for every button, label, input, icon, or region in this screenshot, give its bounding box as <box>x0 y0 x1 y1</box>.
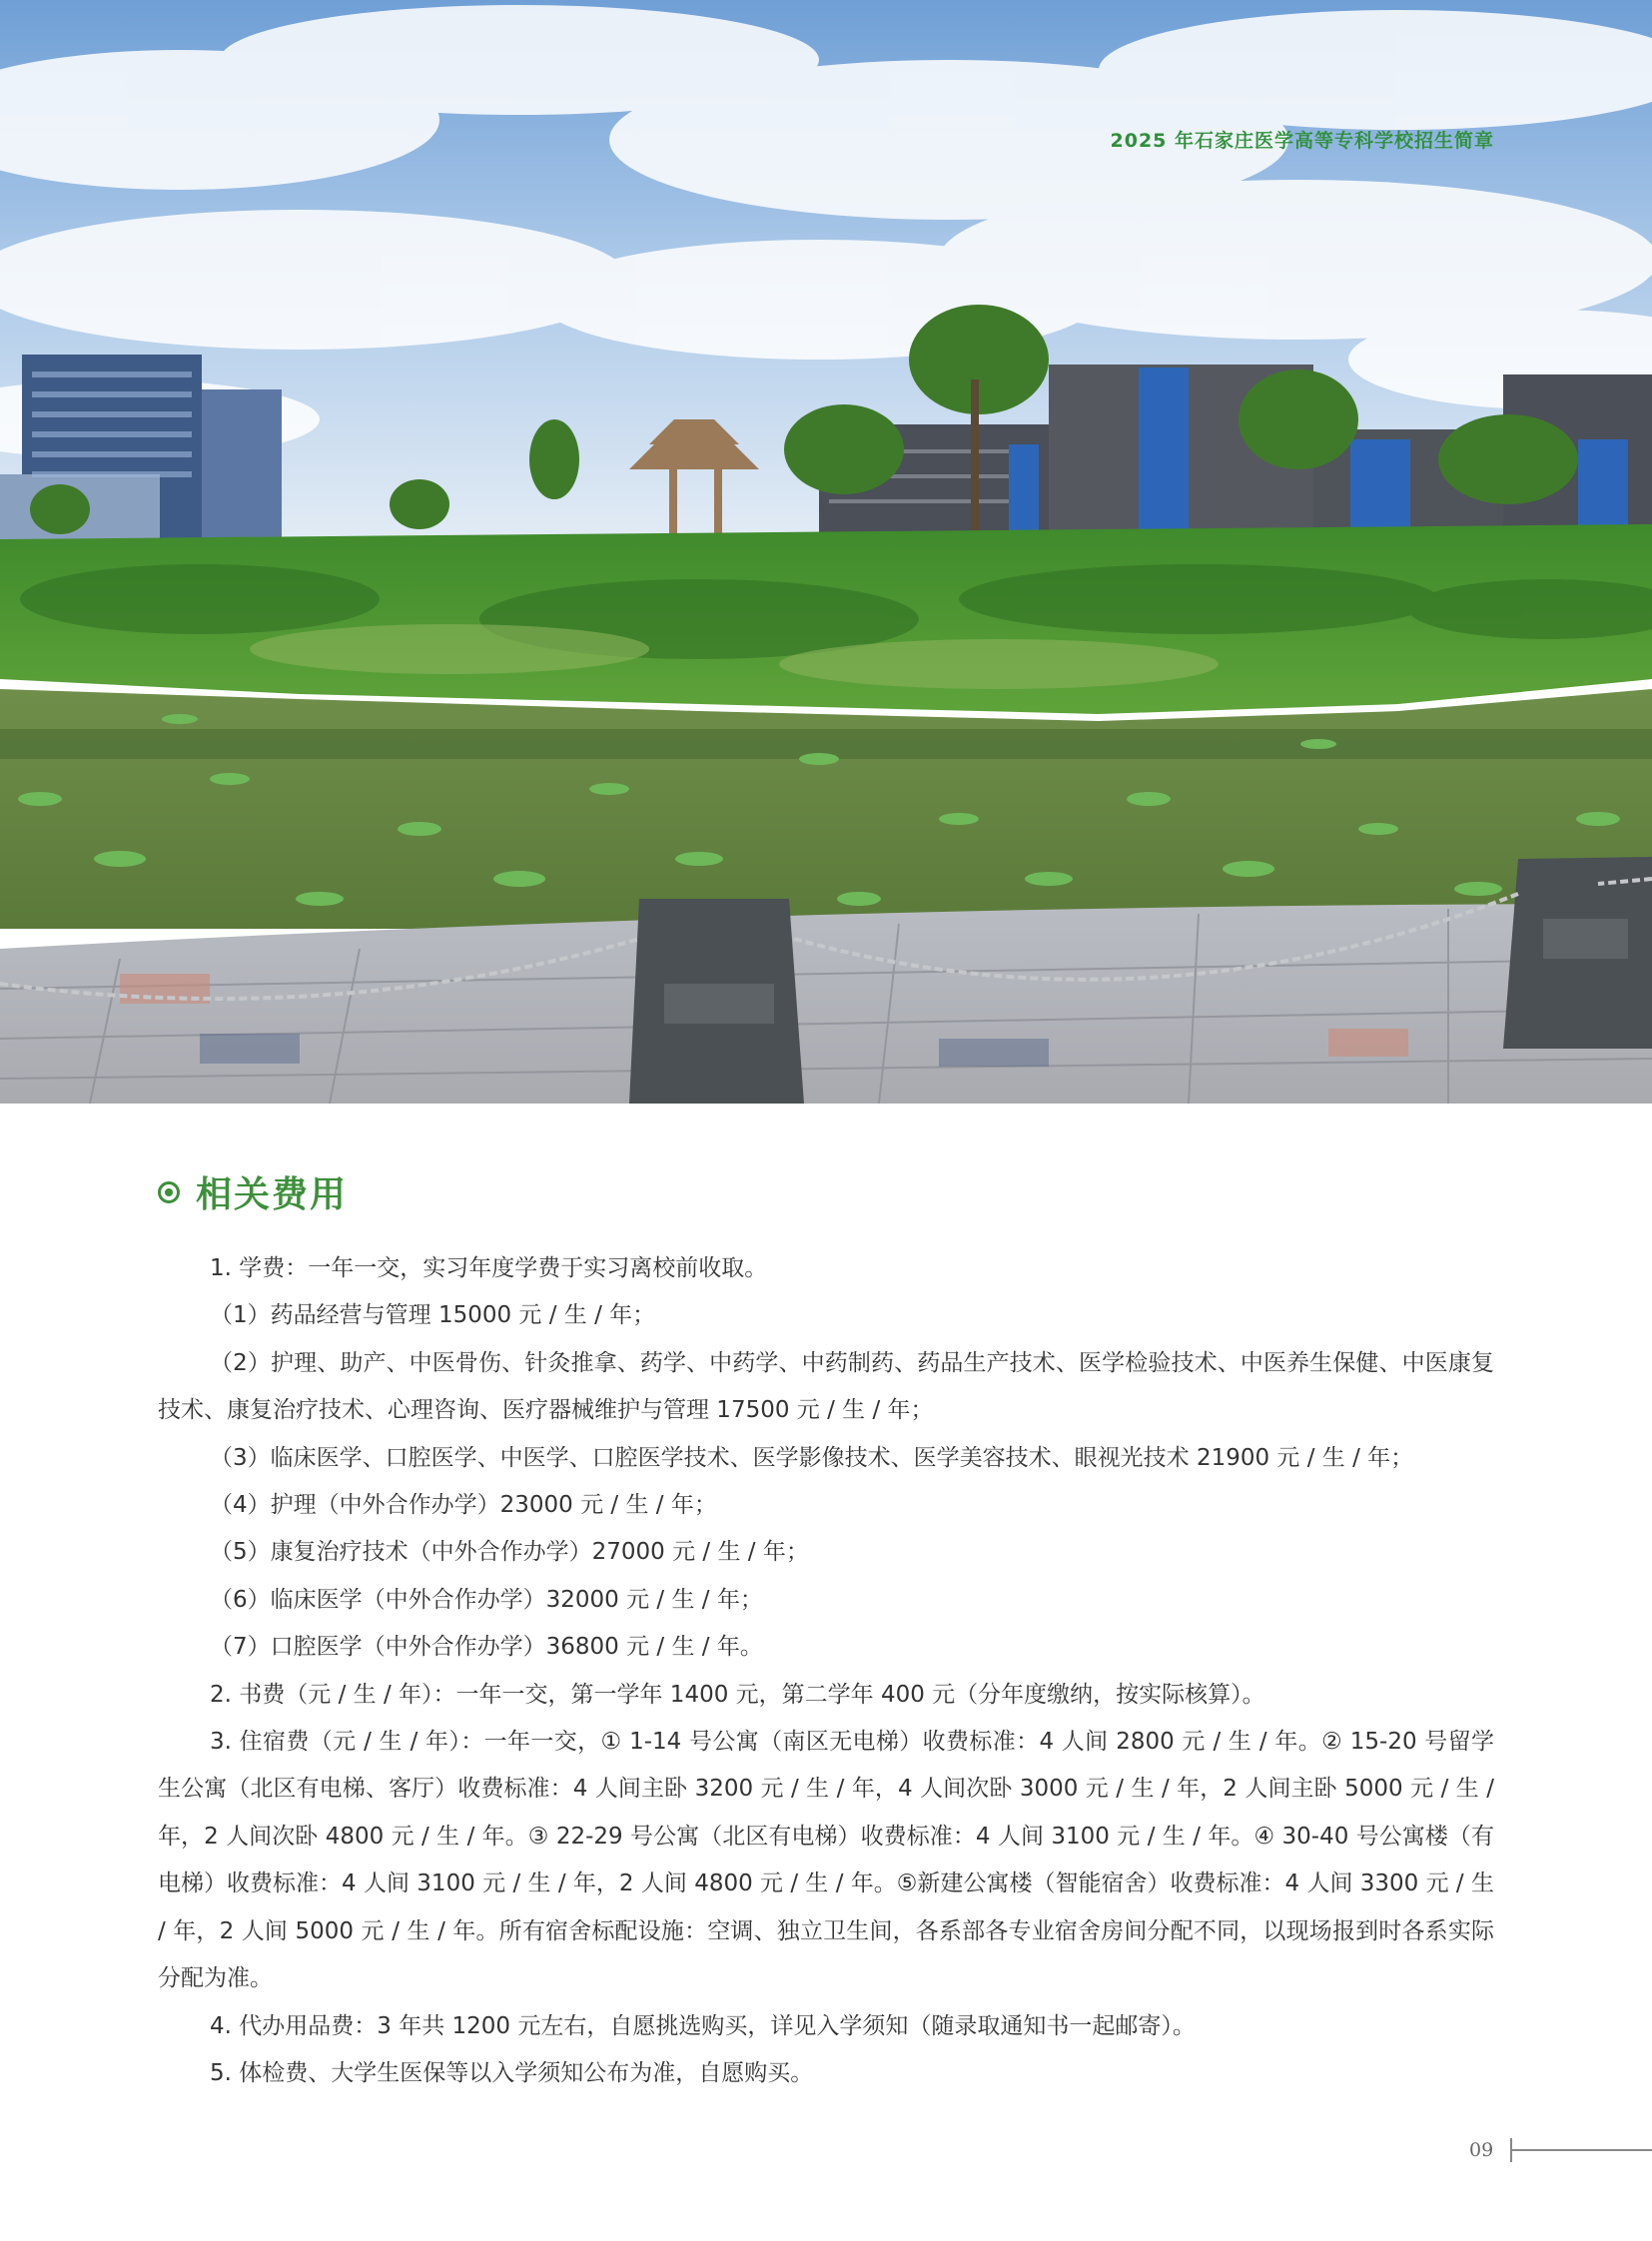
paragraph-tuition-6: （6）临床医学（中外合作办学）32000 元 / 生 / 年； <box>210 1586 763 1613</box>
page-number: 09 <box>1469 2139 1494 2161</box>
paragraph-tuition-1: （1）药品经营与管理 15000 元 / 生 / 年； <box>210 1302 656 1329</box>
campus-photo-illustration <box>0 0 1652 1104</box>
paragraph-book-fee: 2. 书费（元 / 生 / 年）：一年一交，第一学年 1400 元，第二学年 400 元（分年度缴纳，按实际核算）。 <box>210 1681 1265 1708</box>
section-title: 相关费用 <box>196 1174 349 1215</box>
paragraph-accommodation-fee: 3. 住宿费（元 / 生 / 年）：一年一交，① 1-14 号公寓（南区无电梯）收费标准：4 人间 2800 元 / 生 / 年。② 15-20 号留学生公寓（北区有电梯、客厅）收费标准：4 人间主卧 3200 元 / 生 / 年，4 人间次卧 3000 元 / 生 / 年，2 人间主卧 5000 元 / 生 / 年，2 人间次卧 4800 元 / 生 / 年。③ 22-29 号公寓（北区有电梯）收费标准：4 人间 3100 元 / 生 / 年。④ 30-40 号公寓楼（有电梯）收费标准：4 人间 3100 元 / 生 / 年，2 人间 4800 元 / 生 / 年。⑤新建公寓楼（智能宿舍）收费标准：4 人间 3300 元 / 生 / 年，2 人间 5000 元 / 生 / 年。所有宿舍标配设施：空调、独立卫生间，各系部各专业宿舍房间分配不同，以现场报到时各系实际分配为准。 <box>158 1729 1494 1992</box>
paragraph-tuition-2: （2）护理、助产、中医骨伤、针灸推拿、药学、中药学、中药制药、药品生产技术、医学检验技术、中医养生保健、中医康复技术、康复治疗技术、心理咨询、医疗器械维护与管理 17500 元 / 生 / 年； <box>158 1349 1494 1424</box>
campus-lake-photo <box>0 0 1652 1104</box>
paragraph-tuition-3: （3）临床医学、口腔医学、中医学、口腔医学技术、医学影像技术、医学美容技术、眼视光技术 21900 元 / 生 / 年； <box>210 1444 1414 1471</box>
paragraph-tuition: 1. 学费：一年一交，实习年度学费于实习离校前收取。 <box>210 1255 768 1281</box>
section-heading <box>158 1166 348 1217</box>
fee-content <box>158 1245 1494 2097</box>
paragraph-tuition-5: （5）康复治疗技术（中外合作办学）27000 元 / 生 / 年； <box>210 1539 809 1566</box>
brochure-header-title: 2025 年石家庄医学高等专科学校招生简章 <box>1110 130 1494 152</box>
circle-bullet-icon <box>158 1181 180 1203</box>
paragraph-supplies-fee: 4. 代办用品费：3 年共 1200 元左右，自愿挑选购买，详见入学须知（随录取通知书一起邮寄）。 <box>210 2012 1196 2039</box>
paragraph-tuition-4: （4）护理（中外合作办学）23000 元 / 生 / 年； <box>210 1492 717 1519</box>
paragraph-medical-fee: 5. 体检费、大学生医保等以入学须知公布为准，自愿购买。 <box>210 2059 814 2086</box>
paragraph-tuition-7: （7）口腔医学（中外合作办学）36800 元 / 生 / 年。 <box>210 1634 763 1661</box>
footer-rule <box>1510 2149 1652 2151</box>
